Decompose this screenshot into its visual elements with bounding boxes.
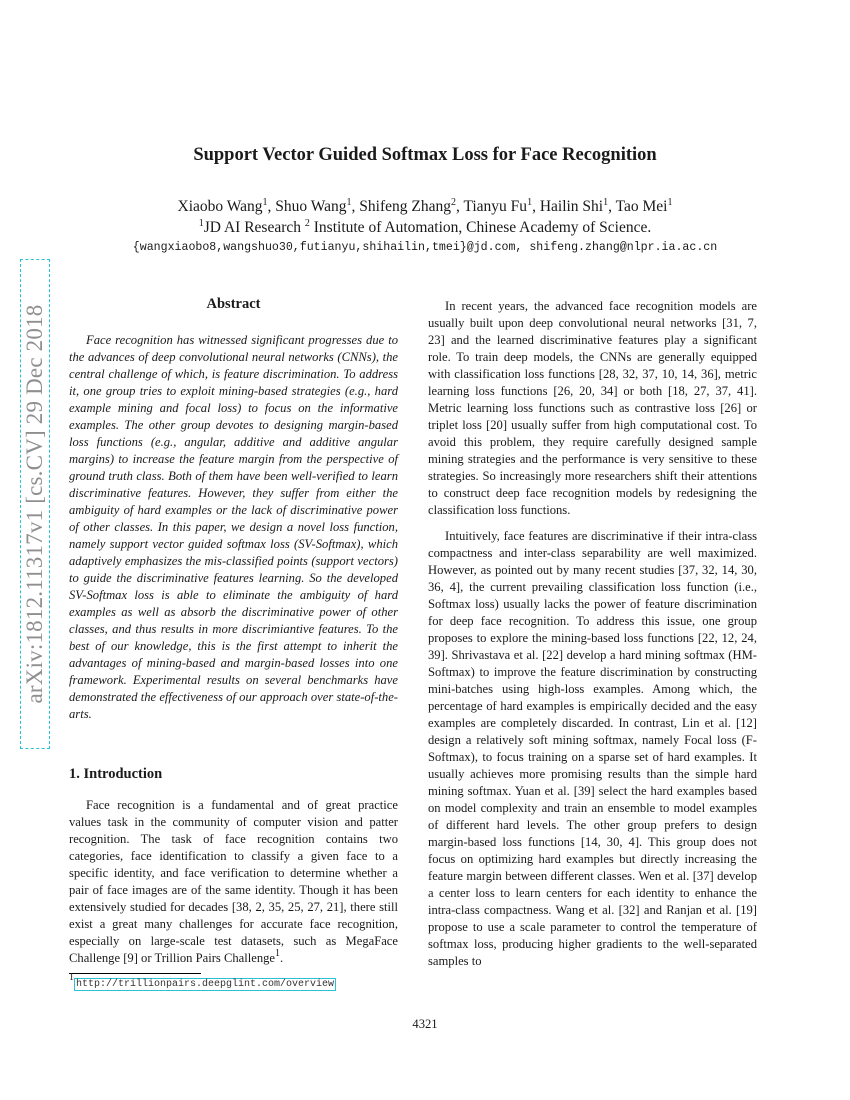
abstract-body (69, 332, 398, 723)
page-number: 4321 (412, 1017, 438, 1031)
section-heading-introduction: 1. Introduction (69, 766, 163, 782)
author-name: Hailin Shi (539, 198, 604, 215)
footnote-divider (69, 973, 201, 974)
footnote (69, 972, 336, 990)
footnote-mark[interactable]: 1 (275, 948, 281, 959)
affiliation-mark: 1 (198, 218, 204, 229)
intro-paragraph (69, 797, 398, 967)
author-name: Xiaobo Wang (177, 198, 263, 215)
author-affiliation-mark: 1 (603, 197, 609, 208)
abstract-heading: Abstract (206, 296, 261, 312)
author-affiliation-mark: 2 (450, 197, 456, 208)
affiliation-mark: 2 (304, 218, 310, 229)
paper-title: Support Vector Guided Softmax Loss for Face Recognition (193, 145, 657, 165)
intro-left-column (69, 797, 398, 967)
affiliation-2: Institute of Automation, Chinese Academy of Science. (313, 219, 652, 236)
affiliations (0, 219, 850, 237)
author-name: Shuo Wang (275, 198, 347, 215)
arxiv-stamp-text: arXiv:1812.11317v1 [cs.CV] 29 Dec 2018 (22, 304, 47, 704)
author-name: Shifeng Zhang (359, 198, 451, 215)
author-affiliation-mark: 1 (667, 197, 673, 208)
intro-paragraph-end: . (280, 951, 284, 965)
intro-paragraph-text: Face recognition is a fundamental and of great practice values task in the community of computer vision and patter recognition. The task of face recognition contains two categories, face identification to classify a given face to a specific identity, and face verification to determine whether a pair of face images are of the same identity. Though it has been extensively studied for decades [38, 2, 35, 25, 27, 21], there still exist a great many challenges for accurate face recognition, especially on large-scale test datasets, such as MegaFace Challenge [9] or Trillion Pairs Challenge (69, 798, 398, 965)
footnote-link[interactable]: http://trillionpairs.deepglint.com/overview (76, 979, 335, 990)
footnote-number: 1 (69, 972, 74, 983)
author-emails: {wangxiaobo8,wangshuo30,futianyu,shihailin,tmei}@jd.com, shifeng.zhang@nlpr.ia.ac.cn (132, 241, 718, 254)
author-name: Tao Mei (615, 198, 668, 215)
author-list: Xiaobo Wang$^1$, Shuo Wang$^1$, Shifeng Zhang$^2$, Tianyu Fu$^1$, Hailin Shi$^1$, Tao Mei$^1$ (177, 197, 673, 215)
affiliation-1: JD AI Research (203, 219, 302, 236)
author-affiliation-mark: 1 (262, 197, 268, 208)
author-name: Tianyu Fu (463, 198, 528, 215)
author-affiliation-mark: 1 (346, 197, 352, 208)
right-paragraph-2: Intuitively, face features are discriminative if their intra-class compactness and inter-class separability are well maximized. However, as pointed out by many recent studies [37, 32, 14, 30, 36, 4], the current prevailing classification loss function (i.e., Softmax loss) usually lacks the power of feature discrimination for deep face recognition. To address this issue, one group proposes to explore the mining-based loss functions [22, 12, 24, 39]. Shrivastava et al. [22] develop a hard mining softmax (HM-Softmax) to improve the feature discrimination by constructing mini-batches using high-loss examples. Among which, the percentage of hard examples is empirically decided and the easy examples are completely discarded. In contrast, Lin et al. [12] design a relatively soft mining softmax, namely Focal loss (F-Softmax), to focus training on a sparse set of hard examples. It usually achieves more promising results than the simple hard mining softmax. Yuan et al. [39] select the hard examples based on model complexity and train an ensemble to model examples of different hard levels. The other group prefers to design margin-based loss functions [14, 30, 4]. This group does not focus on optimizing hard examples but directly increasing the feature margin between different classes. Wen et al. [37] develop a center loss to learn centers for each identity to enhance the intra-class compactness. Wang et al. [32] and Ranjan et al. [19] propose to use a scale parameter to control the temperature of softmax loss, producing higher gradients to the well-separated samples to (428, 529, 757, 968)
author-affiliation-mark: 1 (527, 197, 533, 208)
arxiv-stamp[interactable] (20, 259, 50, 749)
right-paragraph-1: In recent years, the advanced face recognition models are usually built upon deep convolutional neural networks [31, 7, 23] and the learned discriminative features play a significant role. To train deep models, the CNNs are generally equipped with classification loss functions [28, 32, 37, 10, 14, 36], metric learning loss functions [26, 20, 34] or both [18, 27, 37, 41]. Metric learning loss functions such as contrastive loss [26] or triplet loss [20] usually suffer from high computational cost. To avoid this problem, they require carefully designed sample mining strategies and the performance is very sensitive to these strategies. So increasingly more researchers shift their attentions to construct deep face recognition models by redesigning the classification loss functions. (428, 299, 757, 517)
intro-right-column (428, 298, 757, 970)
abstract-text: Face recognition has witnessed significant progresses due to the advances of deep convolutional neural networks (CNNs), the central challenge of which, is feature discrimination. To address it, one group tries to exploit mining-based strategies (e.g., hard example mining and focal loss) to focus on the informative examples. The other group devotes to designing margin-based loss functions (e.g., angular, additive and additive angular margins) to increase the feature margin from the perspective of ground truth class. Both of them have been well-verified to learn discriminative features. However, they suffer from either the ambiguity of hard examples or the lack of discriminative power of other classes. In this paper, we design a novel loss function, namely support vector guided softmax loss (SV-Softmax), which adaptively emphasizes the mis-classified points (support vectors) to guide the discriminative features learning. So the developed SV-Softmax loss is able to eliminate the ambiguity of hard examples as well as absorb the discriminative power of other classes, and thus results in more discrimiantive features. To the best of our knowledge, this is the first attempt to inherit the advantages of mining-based and margin-based losses into one framework. Experimental results on several benchmarks have demonstrated the effectiveness of our approach over state-of-the-arts. (69, 333, 398, 721)
